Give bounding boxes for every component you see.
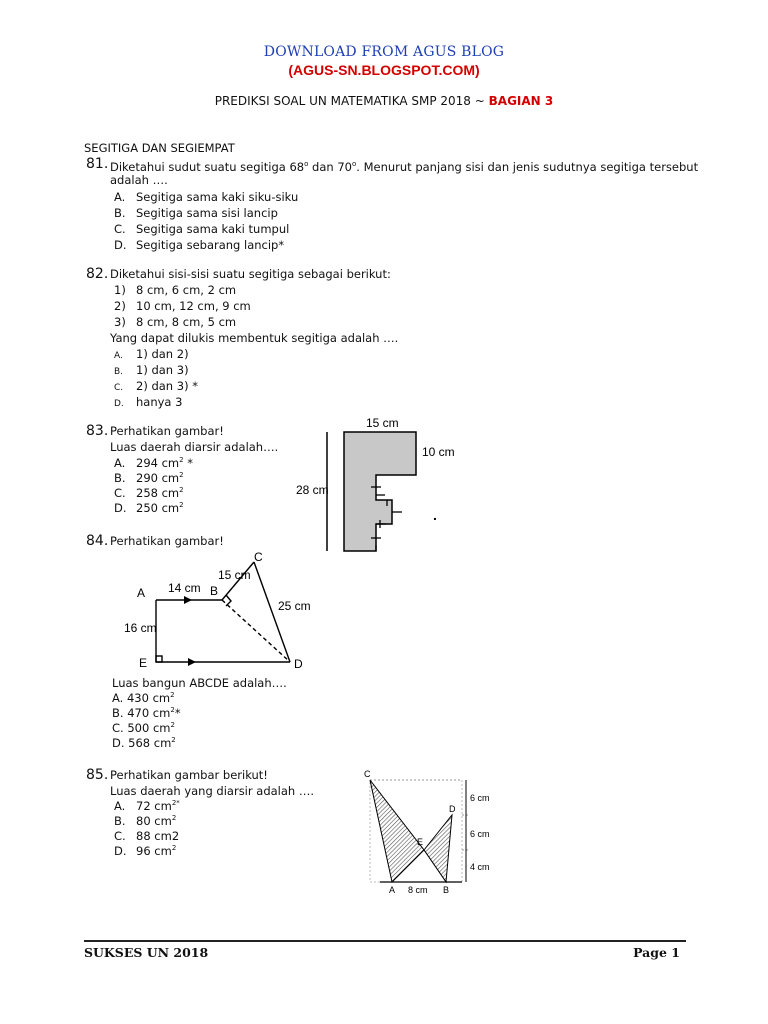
shaded-shape <box>344 432 416 551</box>
q85-options <box>114 799 180 859</box>
option: D. 250 $cm^2$ <box>114 501 184 515</box>
blog-url: (AGUS-SN.BLOGSPOT.COM) <box>288 62 480 78</box>
label-e: E <box>139 656 148 670</box>
option: D. Segitiga sebarang lancip* <box>114 238 285 252</box>
blog-title: DOWNLOAD FROM AGUS BLOG <box>263 44 505 60</box>
option: D. 96 $cm^2$ <box>114 844 177 858</box>
q83-options <box>114 456 193 516</box>
q83-question: Luas daerah diarsir adalah…. <box>110 440 279 454</box>
q84-text: Perhatikan gambar! <box>110 534 224 548</box>
option: B. 80 $cm^2$ <box>114 814 177 828</box>
footer-left: SUKSES UN 2018 <box>84 945 209 960</box>
q84-options <box>112 691 181 751</box>
option: A. 430 $cm^2$ <box>112 691 175 705</box>
label-c: C <box>364 769 371 779</box>
q84-figure <box>115 545 330 675</box>
q82-text: Diketahui sisi-sisi suatu segitiga sebagai berikut: <box>110 267 391 281</box>
label-e: E <box>417 837 424 847</box>
list-item: 2) 10 cm, 12 cm, 9 cm <box>114 299 251 313</box>
arrow-marker <box>184 596 192 604</box>
option: C. 88 cm2 <box>114 829 180 843</box>
label-b: B <box>443 885 450 895</box>
q85-text: Perhatikan gambar berikut! <box>110 768 268 782</box>
option: C. 258 $cm^2$ <box>114 486 184 500</box>
q82-number: 82. <box>86 266 109 282</box>
option: D. 568 $cm^2$ <box>112 736 176 750</box>
page-title <box>0 94 768 108</box>
section-heading: SEGITIGA DAN SEGIEMPAT <box>84 141 235 155</box>
option: B. 1) dan 3) <box>114 363 189 377</box>
q81-text: Diketahui sudut suatu segitiga 68$^o$ dan 70$^o$. Menurut panjang sisi dan jenis sudutnya segitiga tersebut <box>110 159 699 174</box>
label-a: A <box>389 885 396 895</box>
option: B. 290 $cm^2$ <box>114 471 184 485</box>
arrow-marker <box>188 658 196 666</box>
label-ab: 14 cm <box>168 581 201 595</box>
q84-question: Luas bangun ABCDE adalah…. <box>112 676 287 690</box>
list-item: 1) 8 cm, 6 cm, 2 cm <box>114 283 237 297</box>
label-top: 15 cm <box>366 416 399 430</box>
list-item: 3) 8 cm, 8 cm, 5 cm <box>114 315 237 329</box>
stray-dot: . <box>433 507 437 523</box>
label-ab: 8 cm <box>408 885 428 895</box>
label-m2: 6 cm <box>470 829 490 839</box>
page-number: Page 1 <box>633 945 680 960</box>
option: C. Segitiga sama kaki tumpul <box>114 222 290 236</box>
q82-options <box>114 347 198 411</box>
option: A. Segitiga sama kaki siku-siku <box>114 190 299 204</box>
q81-options <box>114 190 298 254</box>
q81-text-cont: adalah …. <box>110 173 168 187</box>
q85-figure <box>355 765 495 900</box>
option: A. 1) dan 2) <box>114 347 189 361</box>
option: C. 500 $cm^2$ <box>112 721 175 735</box>
label-a: A <box>137 586 146 600</box>
label-right: 10 cm <box>422 445 455 459</box>
q85-question: Luas daerah yang diarsir adalah …. <box>110 784 315 798</box>
q84-number: 84. <box>86 533 109 549</box>
q82-question: Yang dapat dilukis membentuk segitiga adalah …. <box>110 331 399 345</box>
q83-figure <box>290 410 480 560</box>
label-b: B <box>210 584 219 598</box>
option: D. hanya 3 <box>114 395 183 409</box>
option: B. Segitiga sama sisi lancip <box>114 206 278 220</box>
label-left: 28 cm <box>296 483 329 497</box>
label-bc: 15 cm <box>218 568 251 582</box>
label-ae: 16 cm <box>124 621 157 635</box>
q83-number: 83. <box>86 423 109 439</box>
q83-text: Perhatikan gambar! <box>110 424 224 438</box>
footer-divider <box>84 940 686 942</box>
label-c: C <box>254 550 263 564</box>
option: A. 72 $cm^{2*}$ <box>114 799 180 813</box>
q85-number: 85. <box>86 767 109 783</box>
label-d: D <box>294 657 303 671</box>
option: A. 294 $cm^2$ * <box>114 456 194 470</box>
option: B. 470 $cm^2*$ <box>112 706 181 720</box>
q81-number: 81. <box>86 156 109 172</box>
option: C. 2) dan 3) * <box>114 379 198 393</box>
q82-items <box>114 283 251 331</box>
part-label: BAGIAN 3 <box>488 94 554 108</box>
label-d: D <box>449 804 456 814</box>
label-cd: 25 cm <box>278 599 311 613</box>
label-m1: 6 cm <box>470 793 490 803</box>
title-text: PREDIKSI SOAL UN MATEMATIKA SMP 2018 ~ <box>214 94 485 108</box>
label-m3: 4 cm <box>470 862 490 872</box>
